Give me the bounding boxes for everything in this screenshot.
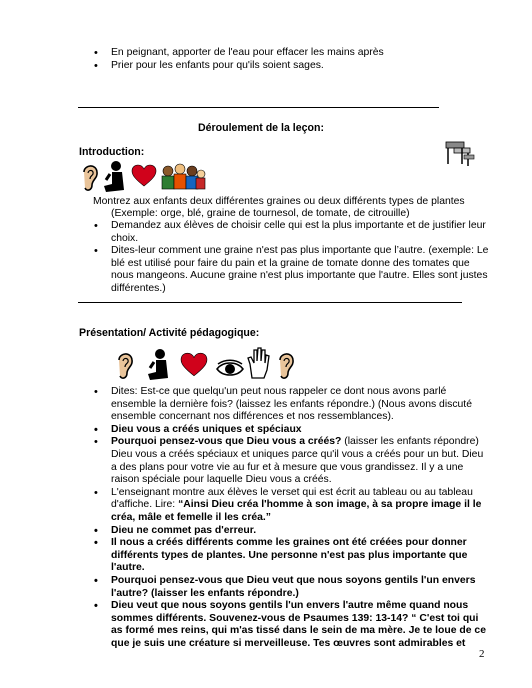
list-item [111, 487, 491, 525]
item-text: Dieu veut que nous soyons gentils l'un envers l'autre même quand nous sommes différents. Souvenez-vous de Psaumes 139: 13-14? “ C'est toi qui as formé mes reins, qui m'as tissé dans le sein de ma mère. Je te loue de ce que je suis une créature si merveilleuse. Tes œuvres sont admirables et [111, 600, 486, 649]
page-number: 2 [479, 648, 485, 660]
school-desk-icon [444, 138, 476, 168]
list-item [111, 386, 491, 424]
introduction-heading: Introduction: [79, 146, 145, 158]
divider [78, 107, 439, 108]
item-text: L'enseignant montre aux élèves le verset qui est écrit au tableau ou au tableau d'affiche. Lire: [111, 486, 473, 511]
item-text-bold: Pourquoi pensez-vous que Dieu vous a créés? [111, 436, 342, 448]
divider [78, 302, 462, 303]
list-item [111, 424, 491, 437]
item-text: Dites: Est-ce que quelqu'un peut nous rappeler ce dont nous avons parlé ensemble la dernière fois? (laissez les enfants répondre.) (Nous avons discuté ensemble concernant nos différences et nos ressemblances). [111, 386, 472, 423]
list-item: • Dites-leur comment une graine n'est pas plus importante que l’autre. (exemple: Le blé est utilisé pour faire du pain et la graine de tomate donne des tomates que nous mangeons. Aucune graine n'est plus importante que l'autre. Elles sont justes différentes.) [111, 245, 489, 295]
list-item: • Demandez aux élèves de choisir celle qui est la plus importante et de justifier leur choix. [111, 220, 489, 245]
introduction-lead-line: Montrez aux enfants deux différentes graines ou deux différents types de plantes [93, 196, 465, 207]
top-bullet-list [111, 47, 511, 72]
heart-icon [131, 164, 157, 188]
item-text: Dieu vous a créés uniques et spéciaux [111, 423, 302, 435]
introduction-bullet-list [111, 220, 489, 296]
ear-icon [276, 350, 296, 382]
children-group-icon [160, 163, 206, 191]
presentation-heading: Présentation/ Activité pédagogique: [79, 327, 260, 339]
list-item: • En peignant, apporter de l'eau pour effacer les mains après [111, 47, 511, 60]
praying-person-icon [144, 348, 172, 382]
hand-icon [246, 346, 270, 380]
list-item [111, 525, 491, 538]
item-text: Pourquoi pensez-vous que Dieu veut que nous soyons gentils l'un envers l'autre? (laisser les enfants répondre.) [111, 574, 476, 599]
item-text: Il nous a créés différents comme les graines ont été créées pour donner différents types de plantes. Une personne n'est pas plus importante que l'autre. [111, 537, 468, 574]
item-text: Dieu ne commet pas d'erreur. [111, 524, 257, 536]
item-text-bold: “Ainsi Dieu créa l'homme à son image, à sa propre image il le créa, mâle et femelle il les créa.” [111, 499, 482, 523]
list-item [111, 600, 491, 650]
introduction-lead-line: (Exemple: orge, blé, graine de tournesol, de tomate, de citrouille) [111, 208, 410, 219]
section-title: Déroulement de la leçon: [198, 122, 324, 134]
heart-icon [180, 352, 208, 378]
list-item [111, 575, 491, 600]
ear-icon [115, 350, 135, 382]
eye-icon [215, 360, 245, 378]
presentation-bullet-list [111, 386, 491, 650]
item-text: (laisser les enfants répondre) Dieu vous a créés spéciaux et uniques parce qu'il vous a créés pour un but. Dieu a des plans pour votre vie au fur et à mesure que vous grandissez. Il y a une raison spéciale pour laquelle Dieu vous a créés. [111, 436, 484, 486]
list-item [111, 436, 491, 486]
list-item [111, 537, 491, 575]
ear-icon [80, 162, 100, 194]
list-item: • Prier pour les enfants pour qu'ils soient sages. [111, 60, 511, 73]
praying-person-icon [100, 160, 128, 194]
